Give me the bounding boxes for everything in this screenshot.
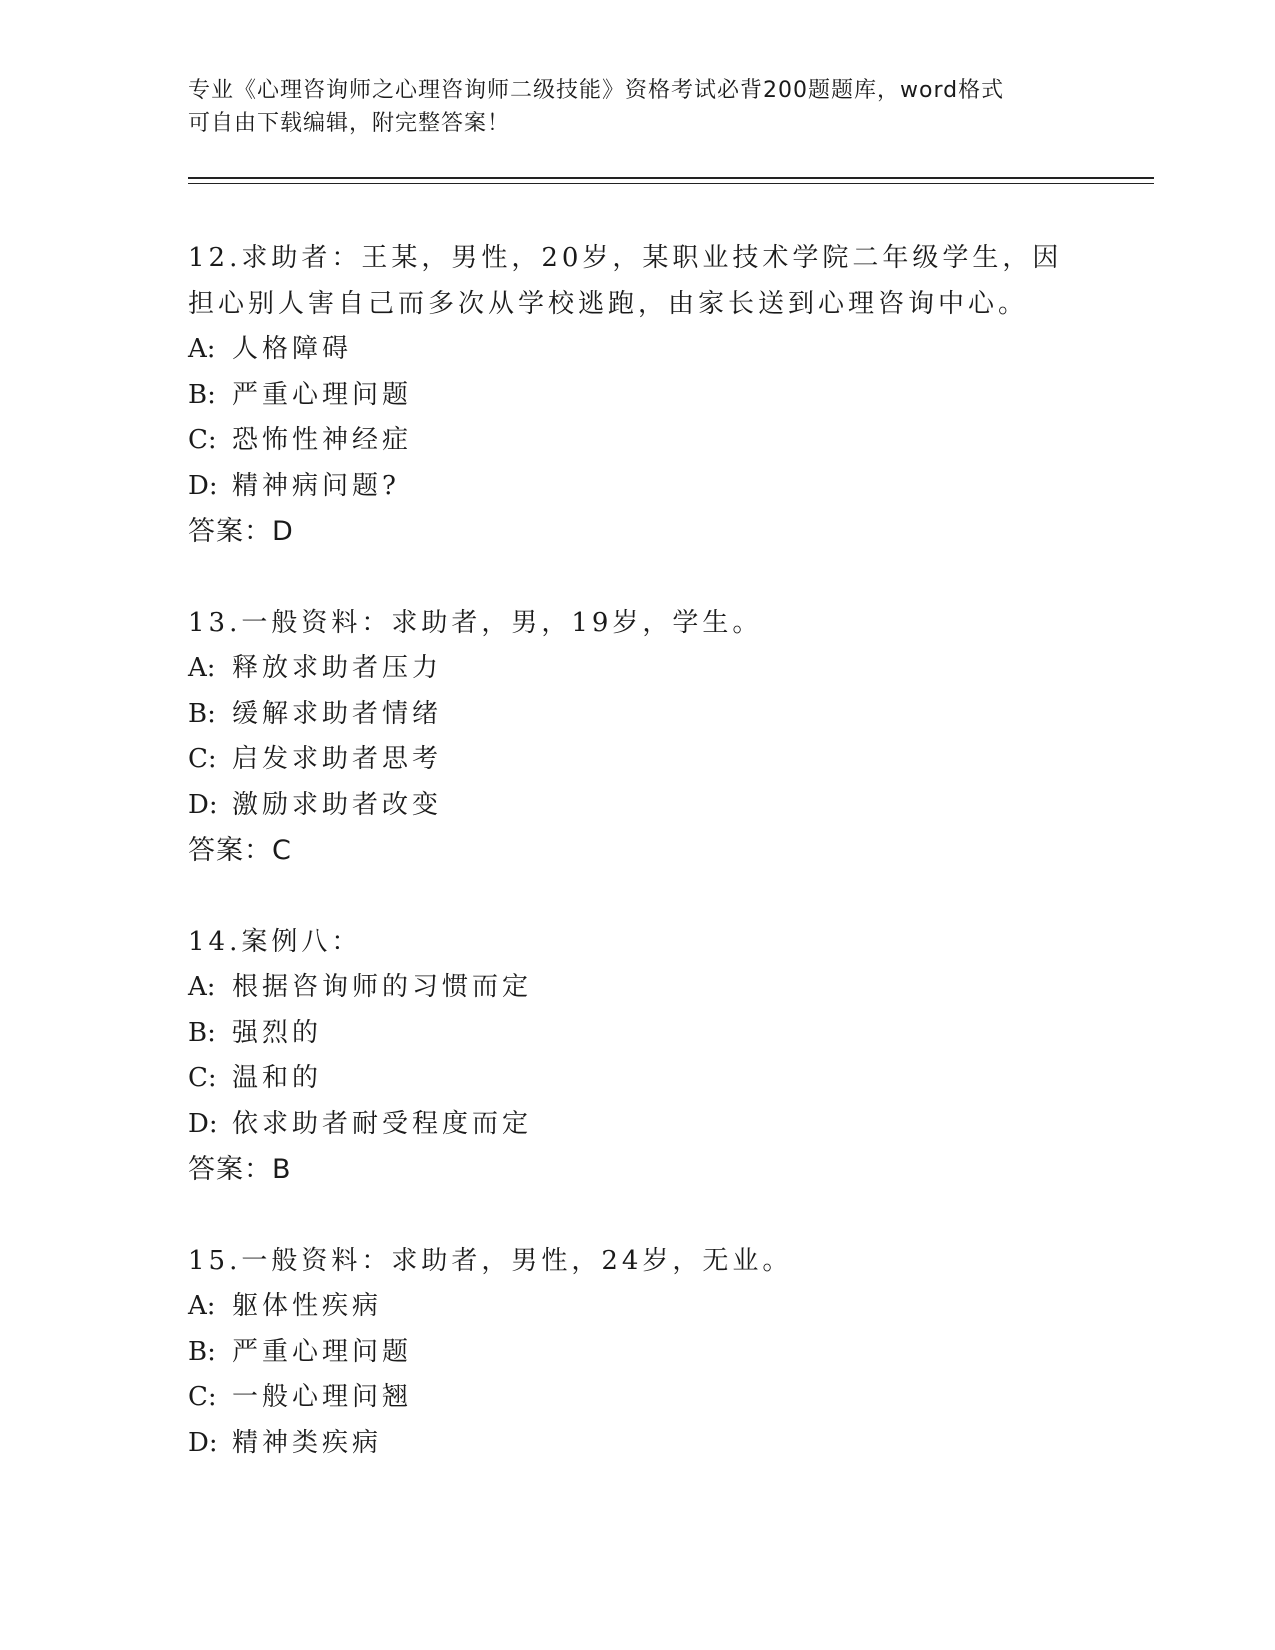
option-b — [188, 373, 1088, 419]
question-13 — [188, 600, 1088, 874]
question-15 — [188, 1238, 1088, 1466]
option-a — [188, 646, 1088, 692]
answer-line: 答案：D — [188, 516, 294, 547]
option-a — [188, 965, 1088, 1011]
answer-line: 答案：B — [188, 1154, 292, 1185]
option-letter: A: — [188, 1291, 216, 1321]
option-letter: D: — [188, 1427, 218, 1458]
option-letter: C: — [188, 744, 217, 774]
option-letter: C: — [188, 1382, 217, 1412]
option-letter: B: — [188, 1017, 216, 1048]
option-text: 温和的 — [232, 1063, 323, 1093]
option-a — [188, 327, 1088, 373]
option-letter: C: — [188, 1063, 217, 1093]
option-c — [188, 418, 1088, 464]
option-text: 释放求助者压力 — [232, 653, 443, 683]
option-letter: C: — [188, 425, 217, 455]
question-stem: 14.案例八： — [188, 927, 362, 957]
option-text: 激励求助者改变 — [232, 789, 443, 820]
header-divider-thick — [188, 177, 1154, 179]
option-letter: B: — [188, 698, 216, 729]
question-stem: 15.一般资料：求助者，男性，24岁，无业。 — [188, 1246, 793, 1276]
question-stem: 13.一般资料：求助者，男，19岁，学生。 — [188, 608, 763, 638]
option-text: 缓解求助者情绪 — [232, 698, 443, 729]
option-c — [188, 1056, 1088, 1102]
option-letter: B: — [188, 1336, 216, 1367]
option-text: 严重心理问题 — [232, 1336, 413, 1367]
option-text: 精神类疾病 — [232, 1427, 383, 1458]
header-line-1: 专业《心理咨询师之心理咨询师二级技能》资格考试必背200题题库，word格式 — [188, 78, 1005, 103]
option-letter: A: — [188, 972, 216, 1002]
header-divider-thin — [188, 183, 1154, 184]
option-a — [188, 1284, 1088, 1330]
option-letter: A: — [188, 653, 216, 683]
option-text: 精神病问题? — [232, 470, 400, 501]
header-line-2: 可自由下载编辑，附完整答案！ — [188, 111, 511, 136]
question-14 — [188, 919, 1088, 1193]
option-text: 人格障碍 — [232, 334, 353, 364]
option-text: 严重心理问题 — [232, 379, 413, 410]
question-stem: 12.求助者：王某，男性，20岁，某职业技术学院二年级学生，因担心别人害自己而多次从学校逃跑，由家长送到心理咨询中心。 — [188, 243, 1063, 319]
option-text: 启发求助者思考 — [232, 744, 443, 774]
option-d — [188, 464, 1088, 510]
option-c — [188, 737, 1088, 783]
option-letter: B: — [188, 379, 216, 410]
question-12 — [188, 235, 1088, 555]
option-c — [188, 1375, 1088, 1421]
answer-line: 答案：C — [188, 835, 292, 866]
option-text: 恐怖性神经症 — [232, 425, 413, 455]
option-letter: D: — [188, 789, 218, 820]
option-text: 依求助者耐受程度而定 — [232, 1108, 533, 1139]
option-text: 根据咨询师的习惯而定 — [232, 972, 533, 1002]
question-list — [188, 235, 1088, 1511]
option-b — [188, 692, 1088, 738]
option-b — [188, 1330, 1088, 1376]
option-text: 一般心理问翘 — [232, 1382, 413, 1412]
option-d — [188, 783, 1088, 829]
option-d — [188, 1102, 1088, 1148]
option-text: 强烈的 — [232, 1017, 323, 1048]
document-header — [188, 74, 1088, 140]
option-letter: D: — [188, 1108, 218, 1139]
option-b — [188, 1011, 1088, 1057]
option-letter: A: — [188, 334, 216, 364]
option-letter: D: — [188, 470, 218, 501]
option-text: 躯体性疾病 — [232, 1291, 383, 1321]
option-d — [188, 1421, 1088, 1467]
